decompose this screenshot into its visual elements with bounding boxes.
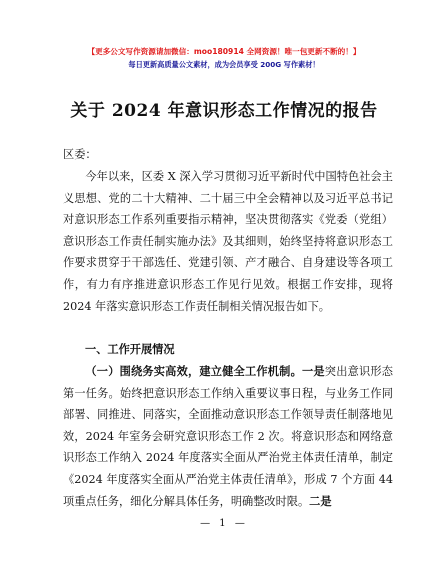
section-heading-work-overview: 一、工作开展情况 [85, 342, 175, 356]
paragraph-mechanism [63, 361, 393, 512]
salutation: 区委： [63, 148, 97, 161]
promo-line-wechat: 【更多公文写作资源请加微信：moo180914 全网资源！唯一包更新不断的！】 [87, 47, 361, 56]
subheading-mechanism: （一）围绕务实高效，建立健全工作机制。 [85, 364, 302, 378]
point-two-marker: 二是 [309, 493, 332, 508]
document-title: 关于 2024 年意识形态工作情况的报告 [70, 101, 378, 121]
paragraph-intro: 今年以来，区委 X 深入学习贯彻习近平新时代中国特色社会主义思想、党的二十大精神、二十届三中全会精神以及习近平总书记对意识形态工作系列重要指示精神，坚决贯彻落实《党委（党组）意识形态工作责任制实施办法》及其细则，始终坚持将意识形态工作要求贯穿于干部选任、党建引领、产才融合、自身建设等各项工作，有力有序推进意识形态工作见行见效。根据工作安排，现将 2024 年落实意识形态工作责任制相关情况报告如下。 [63, 170, 393, 313]
promo-line-membership: 每日更新高质量公文素材，成为会员享受 200G 写作素材！ [128, 60, 320, 69]
point-one-text: 突出意识形态第一任务。始终把意识形态工作纳入重要议事日程，与业务工作同部署、同推进、同落实，全面推动意识形态工作领导责任制落地见效，2024 年室务会研究意识形态工作 2 次。将意识形态和网络意识形态工作纳入 2024 年度落实全面从严治党主体责任清单，制定《2024 年度落实全面从严治党主体责任清单》，形成 7 个方面 44 项重点任务，细化分解具体任务，明确整改时限。 [63, 365, 393, 508]
page-number: — 1 — [200, 518, 248, 529]
point-one-marker: 一是 [301, 364, 325, 378]
